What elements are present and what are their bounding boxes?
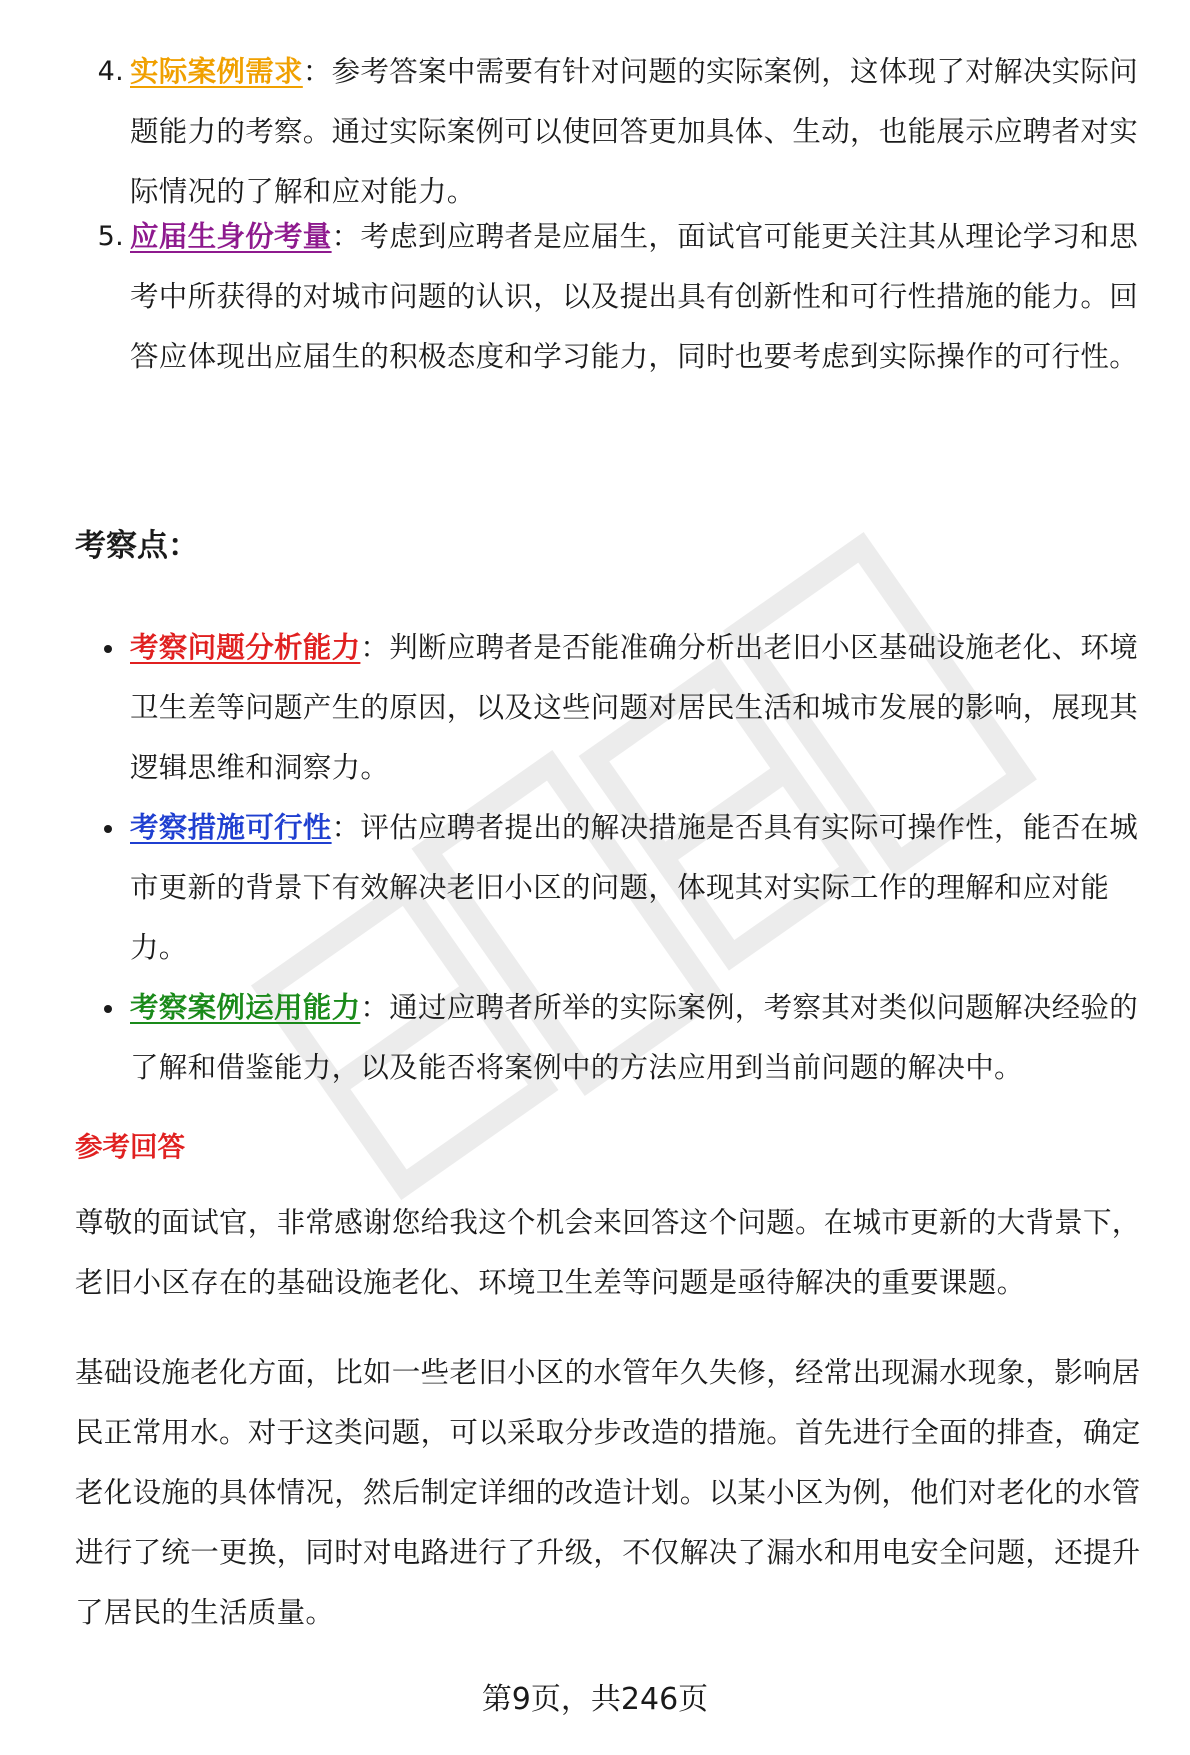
bullet-icon <box>104 645 112 653</box>
bullet-icon <box>104 825 112 833</box>
bullet-item <box>130 978 1150 1098</box>
numbered-item <box>97 42 1150 222</box>
answer-paragraph: 尊敬的面试官，非常感谢您给我这个机会来回答这个问题。在城市更新的大背景下，老旧小区存在的基础设施老化、环境卫生差等问题是亟待解决的重要课题。 <box>75 1206 1141 1299</box>
item-number: 5. <box>97 221 124 252</box>
item-term: 应届生身份考量 <box>130 220 332 253</box>
exam-points-heading: 考察点： <box>75 528 199 564</box>
item-text: ：通过应聘者所举的实际案例，考察其对类似问题解决经验的了解和借鉴能力，以及能否将案例中的方法应用到当前问题的解决中。 <box>130 991 1139 1084</box>
reference-answer-label: 参考回答 <box>75 1131 185 1163</box>
answer-paragraph: 基础设施老化方面，比如一些老旧小区的水管年久失修，经常出现漏水现象，影响居民正常用水。对于这类问题，可以采取分步改造的措施。首先进行全面的排查，确定老化设施的具体情况，然后制定详细的改造计划。以某小区为例，他们对老化的水管进行了统一更换，同时对电路进行了升级，不仅解决了漏水和用电安全问题，还提升了居民的生活质量。 <box>75 1356 1141 1629</box>
item-term: 考察案例运用能力 <box>130 991 361 1024</box>
item-term: 考察措施可行性 <box>130 811 332 844</box>
item-text: ：考虑到应聘者是应届生，面试官可能更关注其从理论学习和思考中所获得的对城市问题的认识，以及提出具有创新性和可行性措施的能力。回答应体现出应届生的积极态度和学习能力，同时也要考虑到实际操作的可行性。 <box>130 220 1139 373</box>
bullet-item <box>130 798 1150 978</box>
item-term: 实际案例需求 <box>130 55 303 88</box>
item-text: ：参考答案中需要有针对问题的实际案例，这体现了对解决实际问题能力的考察。通过实际案例可以使回答更加具体、生动，也能展示应聘者对实际情况的了解和应对能力。 <box>130 55 1139 208</box>
item-text: ：评估应聘者提出的解决措施是否具有实际可操作性，能否在城市更新的背景下有效解决老旧小区的问题，体现其对实际工作的理解和应对能力。 <box>130 811 1139 964</box>
numbered-item <box>97 207 1150 387</box>
bullet-item <box>130 618 1150 798</box>
page-footer: 第9页，共246页 <box>481 1682 709 1717</box>
item-number: 4. <box>97 56 124 87</box>
item-term: 考察问题分析能力 <box>130 631 361 664</box>
item-text: ：判断应聘者是否能准确分析出老旧小区基础设施老化、环境卫生差等问题产生的原因，以及这些问题对居民生活和城市发展的影响，展现其逻辑思维和洞察力。 <box>130 631 1139 784</box>
bullet-icon <box>104 1005 112 1013</box>
